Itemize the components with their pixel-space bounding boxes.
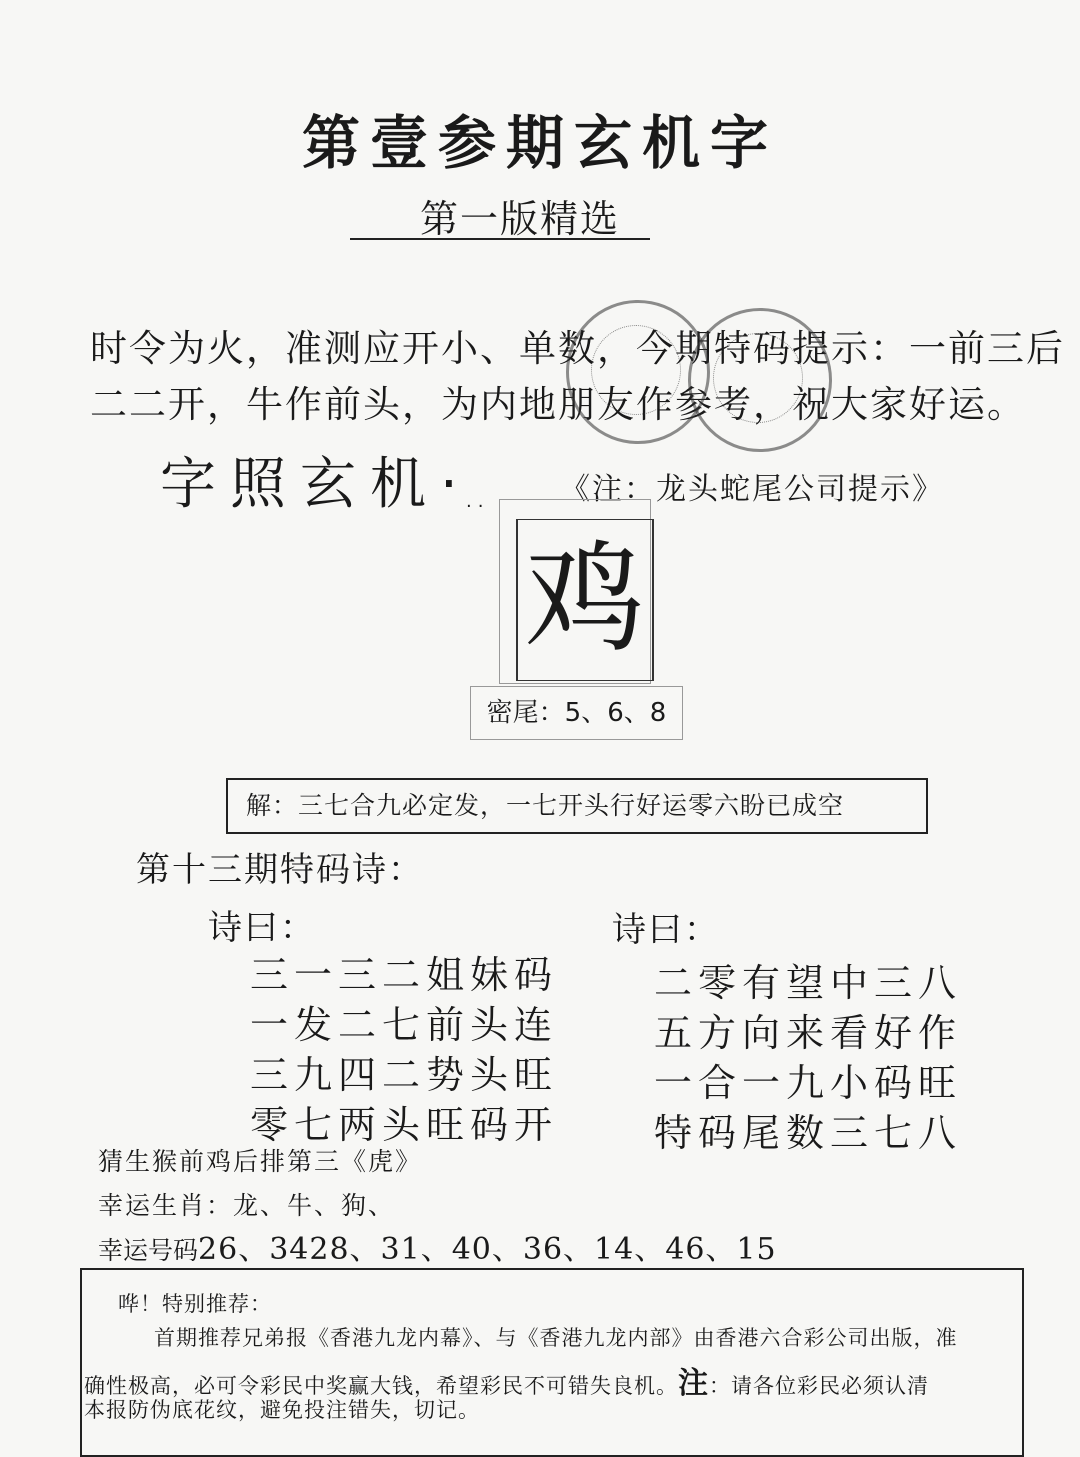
poem-right-label: 诗曰： xyxy=(612,910,720,950)
lucky-numbers-label: 幸运号码 xyxy=(98,1236,199,1265)
poem-left-line: 一发二七前头连 xyxy=(250,1003,559,1047)
note-text: 《注：龙头蛇尾公司提示》 xyxy=(560,472,944,507)
page-title: 第壹参期玄机字 xyxy=(301,109,778,177)
lucky-numbers: 26、3428、31、40、36、14、46、15 xyxy=(198,1232,777,1267)
mystery-character: 鸡 xyxy=(516,519,654,681)
lucky-zodiac: 幸运生肖：龙、牛、狗、 xyxy=(98,1191,396,1220)
bottom-note-mark: 注 xyxy=(678,1366,709,1401)
poem-right-line: 一合一九小码旺 xyxy=(654,1061,963,1105)
dots-mark: ·· xyxy=(466,496,490,517)
bottom-line-2-b: ：请各位彩民必须认清 xyxy=(709,1374,929,1398)
poem-left-line: 三一三二姐妹码 xyxy=(250,953,559,997)
poem-left-label: 诗曰： xyxy=(208,908,316,948)
bottom-line-3: 本报防伪底花纹，避免投注错失，切记。 xyxy=(84,1398,480,1422)
bottom-header: 哗！特别推荐： xyxy=(118,1292,272,1316)
stamp-seal-right xyxy=(688,308,832,452)
big-heading: 字照玄机· xyxy=(160,452,472,517)
poem-right-line: 五方向来看好作 xyxy=(654,1011,963,1055)
subtitle-underline xyxy=(350,238,650,240)
bottom-line-2-a: 确性极高，必可令彩民中奖赢大钱，希望彩民不可错失良机。 xyxy=(84,1374,678,1398)
bottom-line-1: 首期推荐兄弟报《香港九龙内幕》、与《香港九龙内部》由香港六合彩公司出版，准 xyxy=(154,1326,958,1350)
explanation-box: 解：三七合九必定发，一七开头行好运零六盼已成空 xyxy=(226,778,928,834)
poem-right-line: 特码尾数三七八 xyxy=(654,1111,963,1155)
poem-right-line: 二零有望中三八 xyxy=(654,961,963,1005)
poem-left-line: 三九四二势头旺 xyxy=(250,1053,559,1097)
poem-left-line: 零七两头旺码开 xyxy=(250,1103,559,1147)
tail-numbers: 密尾：5、6、8 xyxy=(470,686,683,740)
page-subtitle: 第一版精选 xyxy=(420,197,621,241)
intro-line-1: 时令为火，准测应开小、单数，今期特码提示：一前三后 xyxy=(90,327,1065,370)
guess-line: 猜生猴前鸡后排第三《虎》 xyxy=(98,1147,423,1176)
poem-header: 第十三期特码诗： xyxy=(136,850,424,890)
lucky-numbers-row xyxy=(98,1224,777,1268)
intro-line-2: 二二开，牛作前头，为内地朋友作参考，祝大家好运。 xyxy=(90,383,1026,426)
